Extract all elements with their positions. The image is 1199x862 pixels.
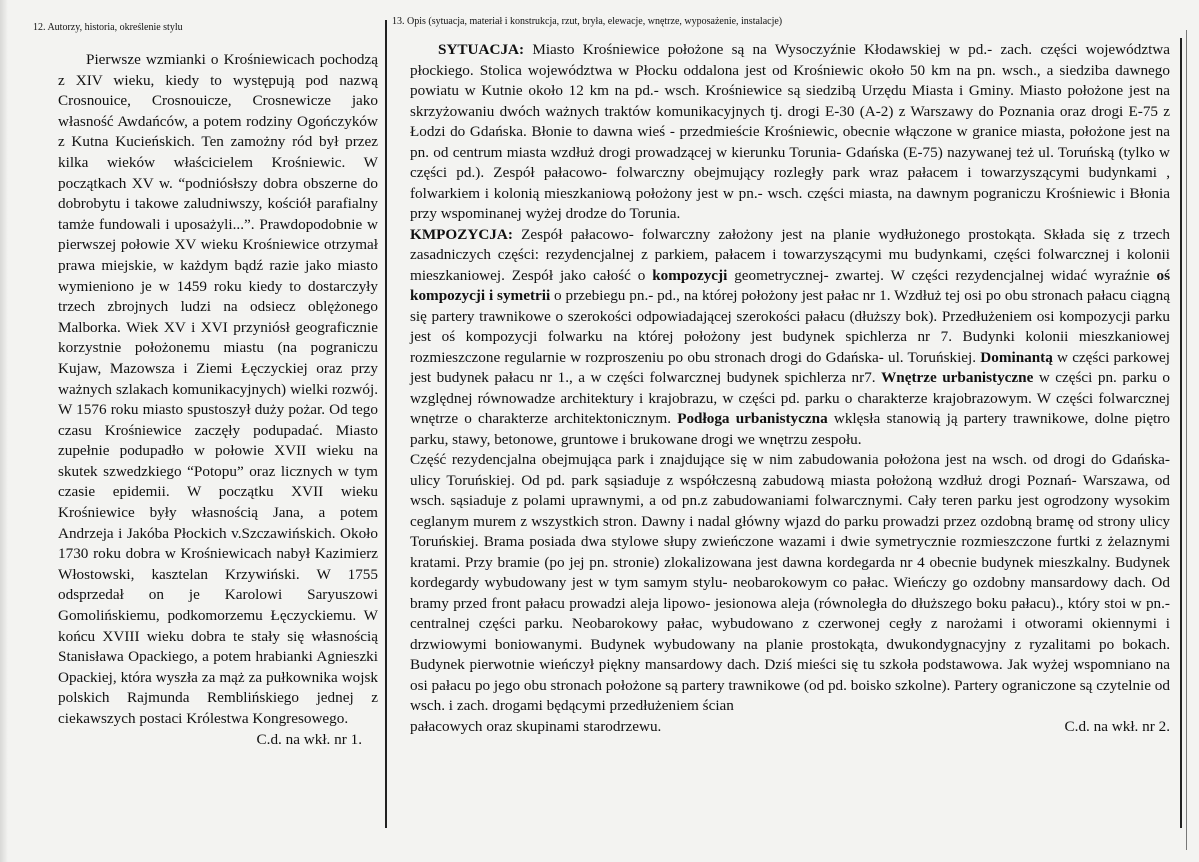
column-divider — [385, 20, 387, 828]
composition-text-f: wklęsła stanowią ją partery trawnikowe, dolne piętro parku, stawy, betonowe, gruntowe i brukowane drogi we wnętrzu zespołu. — [410, 410, 1170, 448]
composition-bold-3: Dominantą — [980, 348, 1053, 366]
park-paragraph: Część rezydencjalna obejmująca park i znajdujące się w nim zabudowania położona jest na wsch. od drogi do Gdańska- ulicy Toruńskiej. Od pd. park sąsiaduje z współczesną zabudową miasta położoną wzdłuż drogi Poznań- Warszawa, od wsch. sąsiaduje z polami uprawnymi, a od pn.z zabudowaniami folwarcznymi. Cały teren parku jest ogrodzony wysokim ceglanym murem z wszystkich stron. Dawny i nadal główny wjazd do parku prowadzi przez ozdobną bramę od strony ulicy Toruńskiej. Brama posiada dwa stylowe słupy zwieńczone wazami i dwie symetrycznie rozmieszczone furtki z żelaznymi kratami. Przy bramie (po jej pn. stronie) zlokalizowana jest dawna kordegarda nr 4 obecnie budynek mieszkalny. Budynek kordegardy wybudowany jest w tym samym stylu- neobarokowym co pałac. Wieńczy go ozdobny mansardowy dach. Od bramy przed front pałacu prowadzi aleja lipowo- jesionowa aleja (równoległa do dłuższego boku pałacu)., który stoi w pn.- centralnej części parku. Neobarokowy pałac, wybudowano z czerwonej cegły z narożami i otworami okiennymi i drzwiowymi boniowanymi. Budynek wybudowany na planie prostokąta, dwukondygnacyjny z ryzalitami po bokach. Budynek pierwotnie wieńczył piękny mansardowy dach. Dziś mieści się tu szkoła podstawowa. Jak wyżej wspomniano na osi pałacu po jego obu stronach położone są partery trawnikowe (od pd. boisko szkolne). Partery ograniczone są czytelnie od wsch. i zach. drogami będącymi przedłużeniem ścian — [410, 451, 1170, 714]
section-12-header: 12. Autorzy, historia, określenie stylu — [33, 22, 183, 33]
composition-text-b: geometrycznej- zwartej. W części rezydencjalnej widać wyraźnie — [727, 266, 1157, 284]
right-border-line-outer — [1186, 30, 1187, 850]
composition-text-d: w części parkowej jest budynek pałacu nr 1., a w części folwarcznej budynek spichlerza nr7. — [410, 348, 1170, 386]
composition-bold-2: oś kompozycji i symetrii — [410, 266, 1170, 304]
continuation-note-1: C.d. na wkł. nr 1. — [256, 730, 362, 748]
park-paragraph-last-line — [410, 717, 1170, 738]
composition-label: KMPOZYCJA: — [410, 225, 513, 243]
section-13-header: 13. Opis (sytuacja, materiał i konstrukcja, rzut, bryła, elewacje, wnętrze, wyposażenie, instalacje) — [392, 16, 783, 27]
park-paragraph-end: pałacowych oraz skupinami starodrzewu. — [410, 717, 662, 735]
continuation-note-2: C.d. na wkł. nr 2. — [1064, 717, 1170, 735]
situation-text: Miasto Krośniewice położone są na Wysoczyźnie Kłodawskiej w pd.- zach. części województwa płockiego. Stolica województwa w Płocku oddalona jest od Krośniewic około 50 km na pn. wsch., a siedziba dawnego powiatu w Kutnie około 12 km na pd.- wsch. Krośniewice są siedzibą Urzędu Miasta i Gminy. Miasto położone jest na skrzyżowaniu dwóch ważnych traktów komunikacyjnych tj. drogi E-30 (A-2) z Warszawy do Poznania oraz drogi E-75 z Łodzi do Gdańska. Błonie to dawna wieś - przedmieście Krośniewic, obecnie włączone w granice miasta, położone jest na pn. od centrum miasta wzdłuż drogi prowadzącej w kierunku Torunia- Gdańska (E-75) nazywanej też ul. Toruńską (tylko w części pd.). Zespół pałacowo- folwarczny obejmujący rozległy park wraz pałacem i towarzyszącymi budynkami , folwarkiem i kolonią mieszkaniową położony jest w pn.- wsch. części miasta, na dawnym pograniczu Krośniewic i Błonia przy wspominanej wyżej drodze do Torunia. — [410, 41, 1170, 222]
description-column — [410, 40, 1170, 737]
composition-bold-1: kompozycji — [652, 266, 728, 284]
situation-label: SYTUACJA: — [438, 41, 525, 58]
composition-bold-4: Wnętrze urbanistyczne — [881, 369, 1034, 386]
composition-bold-5: Podłoga urbanistyczna — [677, 410, 828, 427]
right-border-line — [1180, 38, 1182, 828]
composition-paragraph — [410, 225, 1170, 451]
composition-text-a: Zespół pałacowo- folwarczny założony jest na planie wydłużonego prostokąta. Składa się z trzech zasadniczych części: rezydencjalnej z parkiem, pałacem i towarzyszącymi mu budynkami, części folwarcznej i kolonii mieszkaniowej. Zespół jako całość o — [410, 225, 1170, 284]
composition-text-c: o przebiegu pn.- pd., na której położony jest pałac nr 1. Wzdłuż tej osi po obu stronach pałacu ciągną się partery trawnikowe o szerokości odpowiadającej szerokości pałacu (dłuższy bok). Przedłużeniem osi kompozycji parku jest oś kompozycji folwarku na której położony jest budynek spichlerza nr 7. Budynki kolonii mieszkaniowej rozmieszczone regularnie w rozproszeniu po obu stronach drogi do Gdańska- ul. Toruńskiej. — [410, 287, 1170, 366]
situation-paragraph — [410, 40, 1170, 225]
history-paragraph: Pierwsze wzmianki o Krośniewicach pochodzą z XIV wieku, kiedy to występują pod nazwą Crosnouice, Crosnouicze, Crosnewicze jako własność Awdańców, a potem rodziny Ogończyków z Kutna Kucieńskich. Ten zamożny ród był przez kilka wieków właścicielem Krośniewic. W początkach XV w. “podniósłszy dobra obszerne do dobrobytu i takowe zaludniwszy, kościół parafialny tamże fundowali i uposażyli...”. Prawdopodobnie w pierwszej połowie XV wieku Krośniewice otrzymał prawa miejskie, w każdym bądź razie jako miasto wymieniono je w 1459 roku kiedy to dostarczyły trzech zbrojnych ludzi na odsiecz oblężonego Malborka. Wiek XV i XVI przyniósł geograficznie korzystnie położonemu miastu (na pograniczu Kujaw, Mazowsza i Ziemi Łęczyckiej oraz przy ważnych szlakach komunikacyjnych) wielki rozwój. W 1576 roku miasto spustoszył duży pożar. Od tego czasu Krośniewice zaczęły podupadać. Miasto zupełnie podupadło w połowie XVII wieku na skutek szwedzkiego “Potopu” oraz licznych w tym czasie epidemii. W początku XVII wieku Krośniewice były własnością Jana, a potem Andrzeja i Jakóba Płockich v.Szczawińskich. Około 1730 roku dobra w Krośniewicach nabył Kazimierz Włostowski, kasztelan Krzywiński. W 1755 odsprzedał on je Karolowi Saryuszowi Gomolińskiemu, podkomorzemu Łęczyckiemu. W końcu XVIII wieku dobra te stały się własnością Stanisława Opackiego, a potem hrabianki Agnieszki Opackiej, która wyszła za mąż za pułkownika wojsk polskich Rajmunda Remblińskiego jednej z ciekawszych postaci Królestwa Kongresowego. — [58, 51, 378, 727]
history-column — [58, 50, 378, 750]
composition-text-e: w części pn. parku o względnej równowadze architektury i krajobrazu, w części pd. parku o charakterze krajobrazowym. W części folwarcznej wnętrze o charakterze architektonicznym. — [410, 369, 1170, 427]
scan-edge-shadow — [0, 0, 8, 862]
